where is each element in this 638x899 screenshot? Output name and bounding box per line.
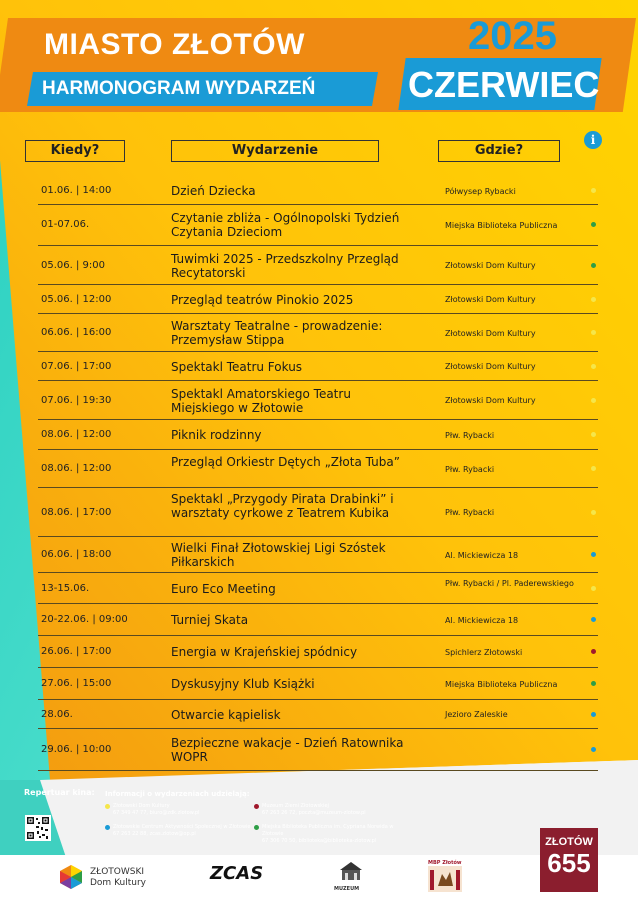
event-place: Al. Mickiewicza 18 [445,550,519,560]
column-when: Kiedy? [25,140,125,162]
event-row [38,701,598,729]
source-zdk: Złotowski Dom Kultury 67 349 47 77, biuro@zdk.zlotow.pl [113,803,253,817]
category-dot-icon [591,712,596,717]
event-row [38,669,598,700]
event-date: 26.06. | 17:00 [41,646,112,657]
event-title: Dyskusyjny Klub Książki [171,677,315,691]
event-date: 08.06. | 12:00 [41,463,112,474]
anniversary-city: ZŁOTÓW [545,836,593,848]
mbp-logo-text: MBP Złotów [428,860,462,866]
category-dot-icon [591,297,596,302]
category-dot-icon [591,747,596,752]
event-date: 13-15.06. [41,582,90,594]
year: 2025 [468,14,557,58]
event-row [38,421,598,450]
city-title: MIASTO ZŁOTÓW [44,28,305,61]
event-row [38,637,598,668]
subtitle: HARMONOGRAM WYDARZEŃ [42,78,316,99]
anniversary-badge [540,828,598,892]
category-dot-icon [591,466,596,471]
event-title: Euro Eco Meeting [171,581,276,596]
zcas-logo: ZCAS [210,863,264,884]
event-date: 07.06. | 19:30 [41,394,112,406]
event-row [38,730,598,771]
event-date: 05.06. | 12:00 [41,293,112,305]
event-place: Płw. Rybacki [445,464,495,474]
event-row [38,451,598,488]
event-date: 08.06. | 12:00 [41,429,112,440]
category-dot-icon [591,222,596,227]
event-place: Płw. Rybacki / Pl. Paderewskiego [445,578,574,588]
event-place: Płw. Rybacki [445,508,495,517]
column-where: Gdzie? [438,140,560,162]
zdk-logo-text: ZŁOTOWSKI Dom Kultury [90,867,146,888]
category-dot-icon [591,398,596,403]
event-row [38,205,598,246]
source-dot [254,804,259,809]
anniversary-number: 655 [547,848,591,878]
event-place: Al. Mickiewicza 18 [445,615,519,625]
source-dot [254,825,259,830]
category-dot-icon [591,552,596,557]
event-title: Spektakl „Przygody Pirata Drabinki” i warsztaty cyrkowe z Teatrem Kubika [171,491,394,520]
event-row [38,286,598,314]
event-title: Spektakl Amatorskiego Teatru Miejskiego w Złotowie [171,386,351,415]
source-dot [105,825,110,830]
event-row [38,382,598,420]
event-title: Przegląd teatrów Pinokio 2025 [171,292,354,307]
event-row [38,315,598,352]
event-title: Piknik rodzinny [171,428,262,442]
category-dot-icon [591,617,596,622]
event-title: Dzień Dziecka [171,184,256,198]
event-date: 28.06. [41,708,73,720]
event-date: 07.06. | 17:00 [41,360,112,372]
category-dot-icon [591,510,596,515]
repertoire-label: Repertuar kina: [24,788,95,797]
source-dot [105,804,110,809]
event-title: Spektakl Teatru Fokus [171,359,303,374]
category-dot-icon [591,681,596,686]
event-place: Miejska Biblioteka Publiczna [445,220,558,230]
event-date: 08.06. | 17:00 [41,506,112,518]
event-title: Warsztaty Teatralne - prowadzenie: Przemysław Stippa [171,319,383,347]
info-heading: Informacji o wydarzeniach udzielają: [105,790,250,798]
event-row [38,178,598,205]
event-title: Tuwimki 2025 - Przedszkolny Przegląd Recytatorski [171,251,399,280]
category-dot-icon [591,263,596,268]
event-place: Spichlerz Złotowski [445,647,523,657]
month: CZERWIEC [408,64,600,105]
muzeum-logo-text: MUZEUM [334,886,360,892]
event-place: Płw. Rybacki [445,430,495,440]
event-place: Złotowski Dom Kultury [445,328,536,338]
event-place: Złotowski Dom Kultury [445,261,536,270]
event-place: Złotowski Dom Kultury [445,362,536,371]
event-title: Energia w Krajeńskiej spódnicy [171,645,358,659]
category-dot-icon [591,649,596,654]
event-date: 01.06. | 14:00 [41,185,112,196]
event-title: Wielki Finał Złotowskiej Ligi Szóstek Piłkarskich [171,541,386,569]
event-row [38,353,598,381]
column-event: Wydarzenie [171,140,379,162]
event-row [38,247,598,285]
event-title: Czytanie zbliża - Ogólnopolski Tydzień Czytania Dzieciom [171,211,400,239]
event-title: Turniej Skata [171,613,249,627]
category-dot-icon [591,330,596,335]
event-date: 06.06. | 18:00 [41,549,112,560]
event-row [38,605,598,636]
event-row [38,538,598,573]
event-title: Otwarcie kąpielisk [171,707,281,722]
qr-code-icon[interactable] [25,815,51,841]
event-place: Złotowski Dom Kultury [445,295,536,304]
event-row [38,574,598,604]
event-row [38,489,598,537]
event-title: Przegląd Orkiestr Dętych „Złota Tuba” [171,455,400,469]
event-place: Miejska Biblioteka Publiczna [445,679,558,689]
source-muzeum: Muzeum Ziemi Złotowskiej 67 263 26 72, poczta@muzeum-zlotow.pl [262,803,412,817]
category-dot-icon [591,586,596,591]
event-date: 01-07.06. [41,219,90,230]
event-date: 06.06. | 16:00 [41,327,112,338]
zdk-logo-icon [58,864,84,890]
event-place: Jezioro Zaleskie [445,710,508,719]
event-date: 29.06. | 10:00 [41,744,112,755]
event-title: Bezpieczne wakacje - Dzień Ratownika WOPR [171,736,404,764]
source-zcas: Złotowskie Centrum Aktywności Społecznej w Złotowie 67 263 22 88, zcas.zlotow@op.pl [113,824,253,838]
source-mbp: Miejska Biblioteka Publiczna im. Cypriana Norwida w Złotowie 67 306 70 50, biblioteka@biblioteka-zlotow.pl [262,824,412,845]
info-icon[interactable]: i [584,131,602,149]
category-dot-icon [591,364,596,369]
event-place: Złotowski Dom Kultury [445,396,536,405]
mbp-logo-icon [428,866,462,892]
event-place: Półwysep Rybacki [445,186,516,196]
category-dot-icon [591,188,596,193]
event-date: 27.06. | 15:00 [41,678,112,689]
category-dot-icon [591,432,596,437]
event-date: 05.06. | 9:00 [41,259,105,271]
event-date: 20-22.06. | 09:00 [41,614,128,625]
museum-building-icon [337,860,365,882]
